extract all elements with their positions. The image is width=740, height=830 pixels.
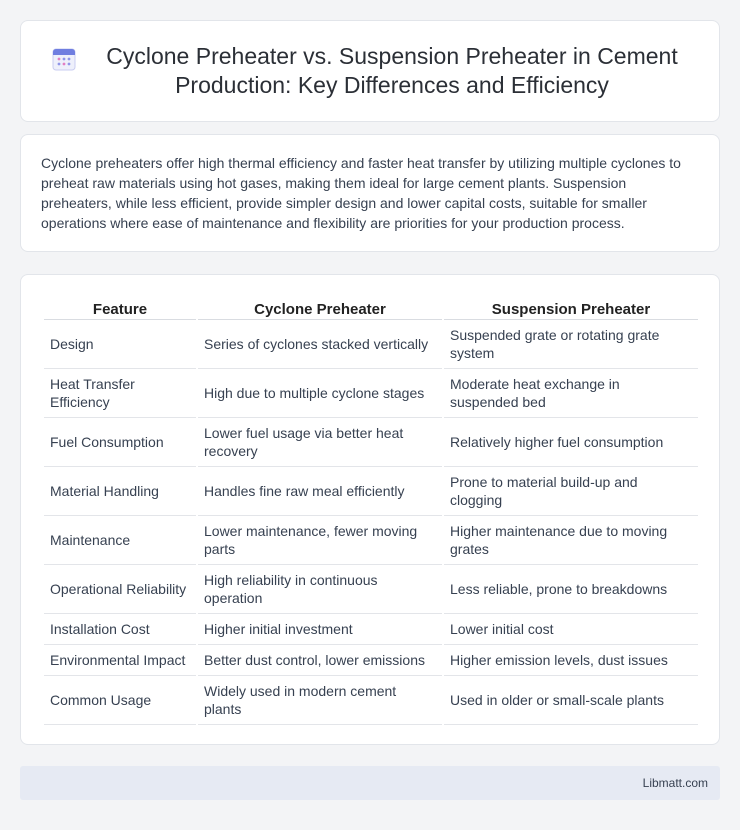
table-row: [44, 565, 698, 614]
calendar-icon: [51, 46, 77, 72]
cyclone-cell: High due to multiple cyclone stages: [198, 369, 442, 418]
title-wrap: [51, 42, 689, 100]
suspension-cell: Less reliable, prone to breakdowns: [444, 565, 698, 614]
cyclone-cell: Better dust control, lower emissions: [198, 645, 442, 676]
feature-cell: Heat Transfer Efficiency: [44, 369, 196, 418]
suspension-cell: Relatively higher fuel consumption: [444, 418, 698, 467]
header-cyclone: Cyclone Preheater: [198, 295, 442, 320]
header-feature: Feature: [44, 295, 196, 320]
feature-cell: Environmental Impact: [44, 645, 196, 676]
table-row: [44, 645, 698, 676]
summary-text: Cyclone preheaters offer high thermal efficiency and faster heat transfer by utilizing multiple cyclones to preheat raw materials using hot gases, making them ideal for large cement plants. Suspension preheaters, while less efficient, provide simpler design and lower capital costs, suitable for smaller operations where ease of maintenance and flexibility are priorities for your production process.: [41, 155, 681, 231]
cyclone-cell: Handles fine raw meal efficiently: [198, 467, 442, 516]
feature-cell: Fuel Consumption: [44, 418, 196, 467]
cyclone-cell: Widely used in modern cement plants: [198, 676, 442, 725]
cyclone-cell: Lower fuel usage via better heat recovery: [198, 418, 442, 467]
feature-cell: Common Usage: [44, 676, 196, 725]
summary-card: [20, 134, 720, 252]
table-row: [44, 320, 698, 369]
table-row: [44, 614, 698, 645]
footer-brand[interactable]: Libmatt.com: [642, 776, 708, 790]
feature-cell: Operational Reliability: [44, 565, 196, 614]
table-row: [44, 676, 698, 725]
suspension-cell: Moderate heat exchange in suspended bed: [444, 369, 698, 418]
suspension-cell: Higher maintenance due to moving grates: [444, 516, 698, 565]
feature-cell: Material Handling: [44, 467, 196, 516]
table-header-row: [44, 295, 698, 320]
suspension-cell: Higher emission levels, dust issues: [444, 645, 698, 676]
cyclone-cell: High reliability in continuous operation: [198, 565, 442, 614]
page-title: Cyclone Preheater vs. Suspension Preheater in Cement Production: Key Differences and Efficiency: [106, 43, 678, 98]
comparison-card: [20, 274, 720, 745]
suspension-cell: Suspended grate or rotating grate system: [444, 320, 698, 369]
feature-cell: Design: [44, 320, 196, 369]
suspension-cell: Prone to material build-up and clogging: [444, 467, 698, 516]
feature-cell: Maintenance: [44, 516, 196, 565]
cyclone-cell: Lower maintenance, fewer moving parts: [198, 516, 442, 565]
footer: [20, 766, 720, 800]
title-card: [20, 20, 720, 122]
table-row: [44, 418, 698, 467]
suspension-cell: Lower initial cost: [444, 614, 698, 645]
header-suspension: Suspension Preheater: [444, 295, 698, 320]
table-row: [44, 369, 698, 418]
table-row: [44, 467, 698, 516]
suspension-cell: Used in older or small-scale plants: [444, 676, 698, 725]
feature-cell: Installation Cost: [44, 614, 196, 645]
comparison-table: [42, 295, 700, 725]
table-row: [44, 516, 698, 565]
cyclone-cell: Higher initial investment: [198, 614, 442, 645]
cyclone-cell: Series of cyclones stacked vertically: [198, 320, 442, 369]
